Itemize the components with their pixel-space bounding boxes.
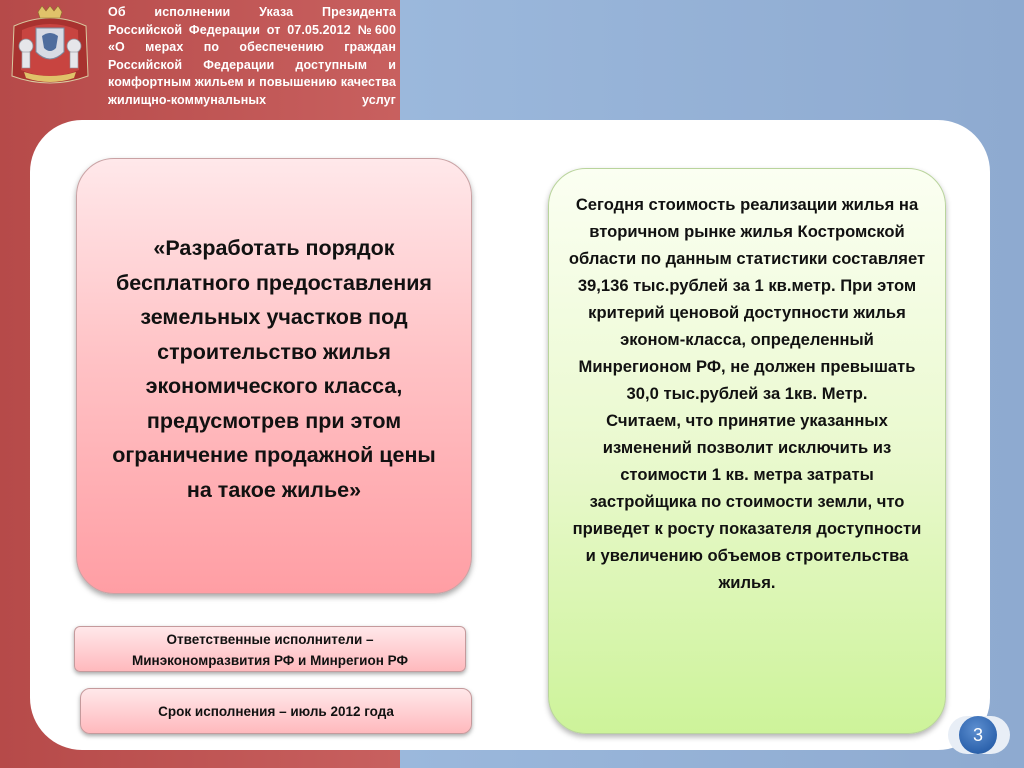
responsible-line-2: Минэкономразвития РФ и Минрегион РФ	[132, 653, 408, 668]
assessment-paragraph-2: Считаем, что принятие указанных изменений позволит исключить из стоимости 1 кв. метра затраты застройщика по стоимости земли, что приведет к росту показателя доступности и увеличению объемов строительства жилья.	[572, 411, 922, 592]
assessment-paragraph-1: Сегодня стоимость реализации жилья на вторичном рынке жилья Костромской области по данным статистики составляет 39,136 тыс.рублей за 1 кв.метр. При этом критерий ценовой доступности жилья эконом-класса, определенный Минрегионом РФ, не должен превышать 30,0 тыс.рублей за 1кв. Метр.	[568, 195, 926, 403]
header-title: Об исполнении Указа Президента Российской Федерации от 07.05.2012 №600 «О мерах по обеспечению граждан Российской Федерации доступным и комфортным жильем и повышению качества жилищно-коммунальных услуг	[108, 5, 396, 107]
responsible-box	[74, 626, 466, 672]
responsible-line-1: Ответственные исполнители –	[166, 632, 374, 647]
task-box	[76, 158, 472, 594]
deadline-text: Срок исполнения – июль 2012 года	[158, 703, 394, 719]
assessment-text	[567, 191, 927, 596]
deadline-box	[80, 688, 472, 734]
coat-of-arms-icon	[8, 6, 92, 90]
page-number-badge	[948, 716, 1010, 754]
assessment-box	[548, 168, 946, 734]
page-number: 3	[959, 716, 997, 754]
task-text: «Разработать порядок бесплатного предоставления земельных участков под строительство жилья экономического класса, предусмотрев при этом ограничение продажной цены на такое жилье»	[112, 236, 436, 502]
